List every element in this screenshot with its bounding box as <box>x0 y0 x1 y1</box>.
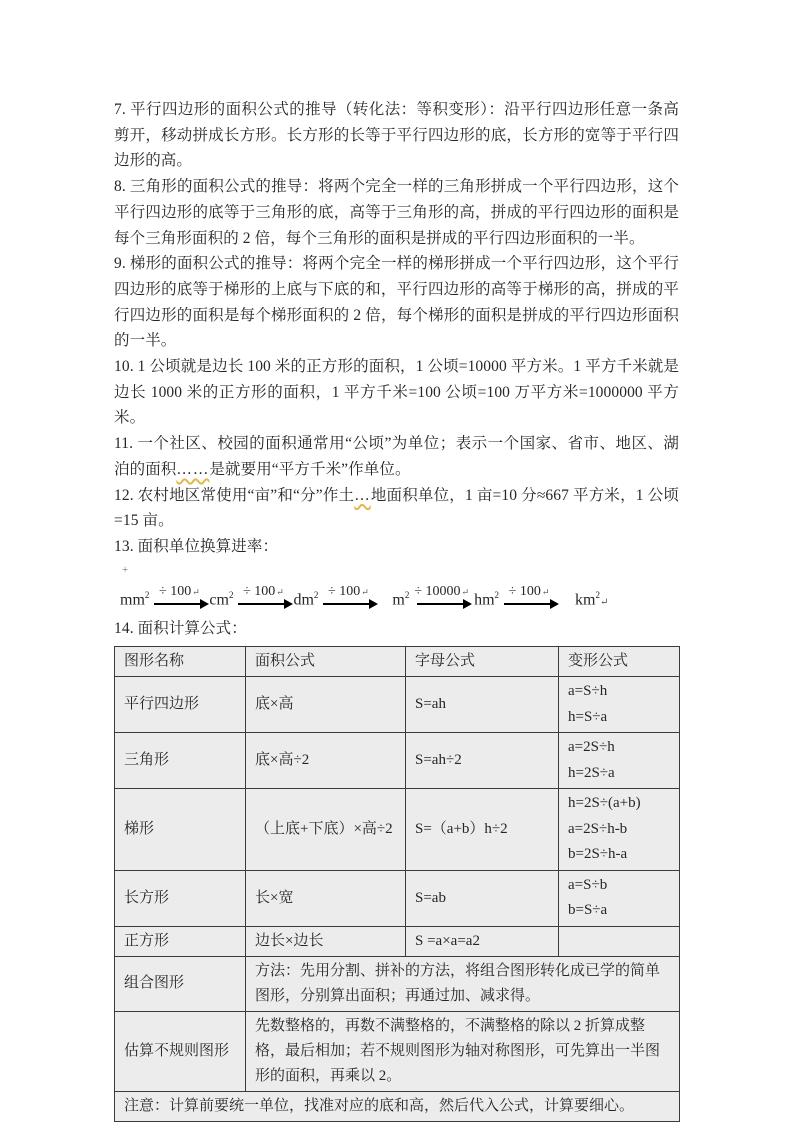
paragraph-7-text: 7. 平行四边形的面积公式的推导（转化法：等积变形）：沿平行四边形任意一条高剪开，移动拼成长方形。长方形的长等于平行四边形的底，长方形的宽等于平行四边形的高。 <box>114 101 679 170</box>
cell-letter-formula: S=ab <box>406 870 559 926</box>
cell-variant-formula: a=2S÷h h=2S÷a <box>559 733 680 789</box>
conversion-arrow-5 <box>504 584 554 612</box>
return-mark: ↵ <box>461 586 470 597</box>
conversion-arrow-4-label: ÷ 10000↵ <box>414 583 470 599</box>
cell-shape-name: 估算不规则图形 <box>115 1011 246 1091</box>
cell-area-formula: 边长×边长 <box>246 926 406 956</box>
paragraph-8-text: 8. 三角形的面积公式的推导：将两个完全一样的三角形拼成一个平行四边形，这个平行四边形的底等于三角形的底，高等于三角形的高，拼成的平行四边形的面积是每个三角形面积的 2 倍，每个三角形的面积是拼成的平行四边形面积的一半。 <box>114 178 679 247</box>
paragraph-14-text: 14. 面积计算公式： <box>114 619 247 637</box>
unit-km2: $km^2$ <box>575 590 600 609</box>
cell-shape-name: 梯形 <box>115 789 246 871</box>
table-row-composite-shape <box>115 956 680 1011</box>
cell-letter-formula: S=ah÷2 <box>406 733 559 789</box>
conversion-arrow-2-label: ÷ 100↵ <box>243 583 284 599</box>
right-arrow-icon <box>323 603 369 605</box>
cell-shape-name: 组合图形 <box>115 956 246 1011</box>
unit-conversion-diagram <box>120 563 679 612</box>
paragraph-14-heading <box>114 616 679 642</box>
right-arrow-icon <box>154 603 200 605</box>
spellcheck-ellipsis: …… <box>176 460 210 478</box>
cell-letter-formula: S =a×a=a2 <box>406 926 559 956</box>
unit-hm2: $hm^2$ <box>474 590 500 609</box>
cell-shape-name: 长方形 <box>115 870 246 926</box>
cell-shape-name: 三角形 <box>115 733 246 789</box>
return-mark: ↵ <box>541 586 550 597</box>
area-formula-table <box>114 646 680 1122</box>
cell-area-formula: 长×宽 <box>246 870 406 926</box>
cell-variant-formula <box>559 926 680 956</box>
header-letter-formula: 字母公式 <box>406 647 559 677</box>
header-shape-name: 图形名称 <box>115 647 246 677</box>
cell-shape-name: 正方形 <box>115 926 246 956</box>
conversion-arrow-4 <box>414 584 469 612</box>
cell-letter-formula: S=（a+b）h÷2 <box>406 789 559 871</box>
conversion-arrow-1-label: ÷ 100↵ <box>159 583 200 599</box>
note-text: 注意：计算前要统一单位，找准对应的底和高，然后代入公式，计算要细心。 <box>115 1091 680 1121</box>
return-mark: ↵ <box>361 586 369 597</box>
conversion-arrow-3 <box>323 584 373 612</box>
cell-shape-name: 平行四边形 <box>115 677 246 733</box>
unit-dm2: $dm^2$ <box>293 590 319 609</box>
cell-variant-formula: a=S÷b b=S÷a <box>559 870 680 926</box>
unit-m2: $m^2$ <box>392 590 410 609</box>
table-row-rectangle <box>115 870 680 926</box>
unit-cm2: $cm^2$ <box>209 590 234 609</box>
paragraph-10 <box>114 354 679 431</box>
paragraph-12 <box>114 483 679 534</box>
unit-mm2: $mm^2$ <box>120 590 150 609</box>
paragraph-8 <box>114 174 679 251</box>
return-mark: ↵ <box>192 586 200 597</box>
cell-variant-formula: a=S÷h h=S÷a <box>559 677 680 733</box>
paragraph-9-text: 9. 梯形的面积公式的推导：将两个完全一样的梯形拼成一个平行四边形，这个平行四边形的底等于梯形的上底与下底的和，平行四边形的高等于梯形的高，拼成的平行四边形的面积是每个梯形面积的 2 倍，每个梯形的面积是拼成的平行四边形面积的一半。 <box>114 255 679 350</box>
paragraph-9 <box>114 251 679 354</box>
table-row-trapezoid <box>115 789 680 871</box>
cell-area-formula: 底×高÷2 <box>246 733 406 789</box>
paragraph-12-text-before: 12. 农村地区常使用“亩”和“分”作土 <box>114 486 355 504</box>
paragraph-13-heading <box>114 534 679 560</box>
table-note-row <box>115 1091 680 1121</box>
paragraph-7 <box>114 97 679 174</box>
table-row-irregular-shape <box>115 1011 680 1091</box>
spellcheck-ellipsis: … <box>354 486 371 504</box>
return-mark: ↵ <box>276 586 284 597</box>
return-mark: ↵ <box>599 596 609 608</box>
right-arrow-icon <box>238 603 284 605</box>
anchor-mark: + <box>122 563 129 576</box>
paragraph-10-text: 10. 1 公顷就是边长 100 米的正方形的面积，1 公顷=10000 平方米。1 平方千米就是边长 1000 米的正方形的面积，1 平方千米=100 公顷=100 万平方米=1000000 平方米。 <box>114 358 679 427</box>
document-page <box>114 97 679 1122</box>
cell-method-text: 方法：先用分割、拼补的方法，将组合图形转化成已学的简单图形，分别算出面积；再通过加、减求得。 <box>246 956 680 1011</box>
cell-variant-formula: h=2S÷(a+b) a=2S÷h-b b=2S÷h-a <box>559 789 680 871</box>
paragraph-12-text-after: 地面积单位，1 亩=10 分≈667 平方米，1 公顷=15 亩。 <box>114 486 679 530</box>
right-arrow-icon <box>417 603 463 605</box>
cell-method-text: 先数整格的，再数不满整格的，不满整格的除以 2 折算成整格，最后相加；若不规则图形为轴对称图形，可先算出一半图形的面积，再乘以 2。 <box>246 1011 680 1091</box>
paragraph-11 <box>114 431 679 482</box>
cell-area-formula: 底×高 <box>246 677 406 733</box>
table-row-parallelogram <box>115 677 680 733</box>
paragraph-11-text-before: 11. 一个社区、校园的面积通常用“公顷”为单位；表示一个国家、省市、地区、湖泊的面积 <box>114 435 679 478</box>
cell-area-formula: （上底+下底）×高÷2 <box>246 789 406 871</box>
table-row-square <box>115 926 680 956</box>
conversion-arrow-2 <box>238 584 288 612</box>
paragraph-11-text-after: 是就要用“平方千米”作单位。 <box>209 460 411 478</box>
header-area-formula: 面积公式 <box>246 647 406 677</box>
conversion-arrow-3-label: ÷ 100↵ <box>328 583 369 599</box>
table-row-triangle <box>115 733 680 789</box>
header-variant-formula: 变形公式 <box>559 647 680 677</box>
conversion-arrow-5-label: ÷ 100↵ <box>508 583 550 599</box>
paragraph-13-text: 13. 面积单位换算进率： <box>114 537 279 555</box>
table-header-row <box>115 647 680 677</box>
cell-letter-formula: S=ah <box>406 677 559 733</box>
conversion-arrow-1 <box>154 584 204 612</box>
right-arrow-icon <box>504 603 550 605</box>
